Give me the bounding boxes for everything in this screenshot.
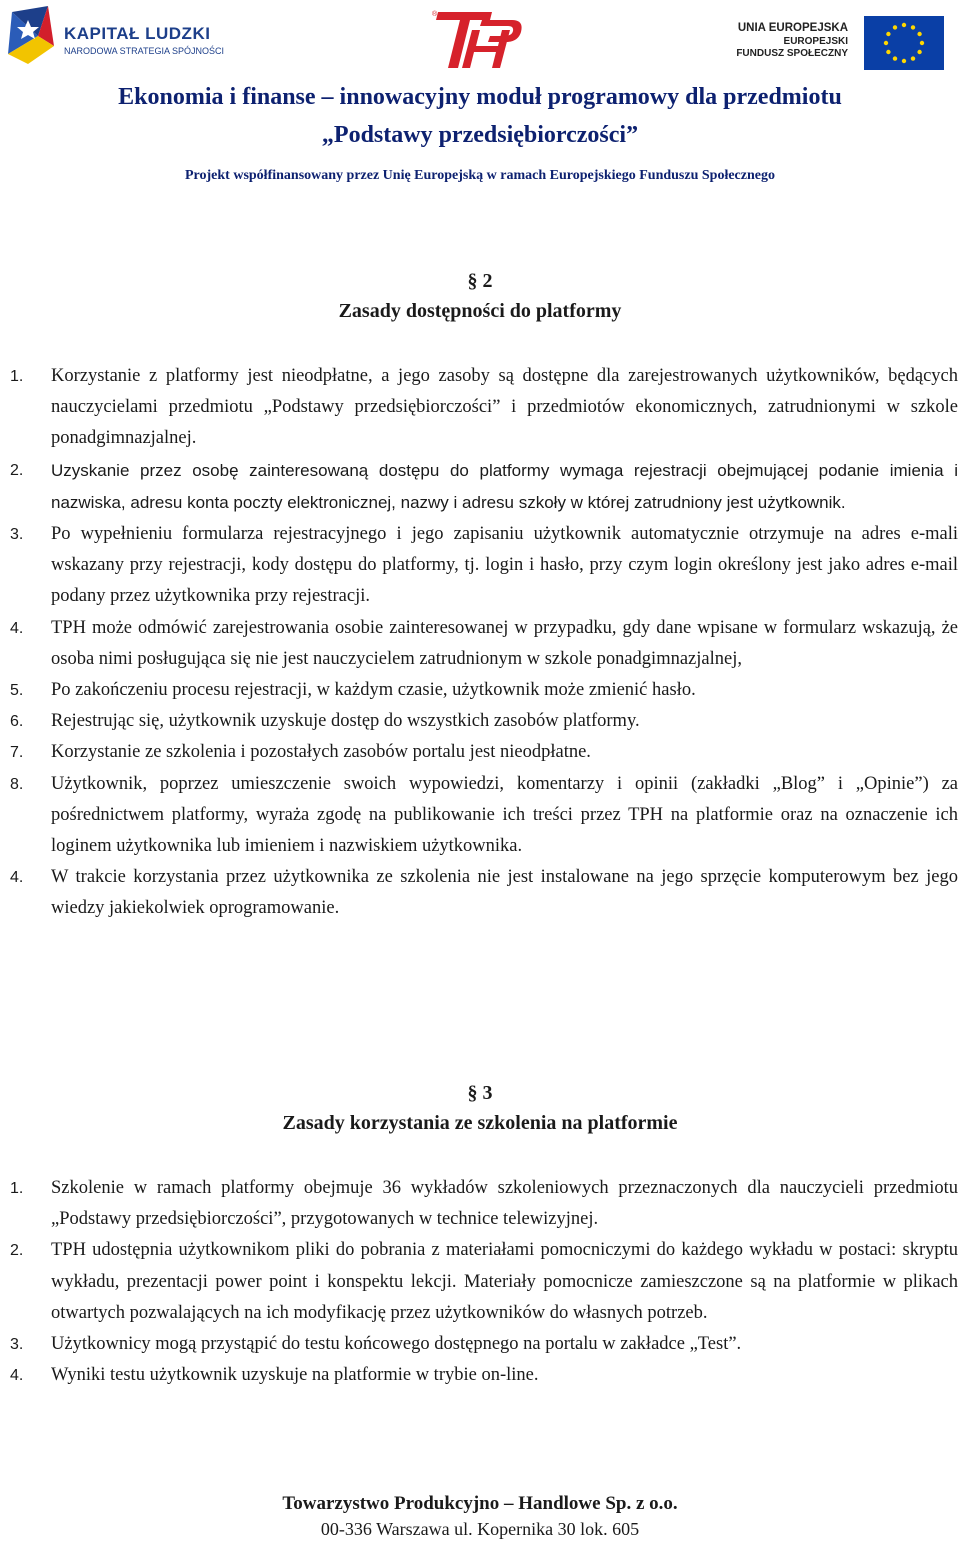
list-item <box>10 769 958 863</box>
list-item-number: 8. <box>10 775 24 793</box>
list-item-number: 1. <box>10 1180 24 1197</box>
list-item-text: Korzystanie ze szkolenia i pozostałych zasobów portalu jest nieodpłatne. <box>51 742 591 763</box>
kapital-ludzki-emblem-icon <box>8 6 56 66</box>
list-item-text: Użytkownicy mogą przystąpić do testu końcowego dostępnego na portalu w zakładce „Test”. <box>51 1334 742 1355</box>
list-item-text: Szkolenie w ramach platformy obejmuje 36 wykładów szkoleniowych przeznaczonych dla nauczycieli przedmiotu „Podstawy przedsiębiorczości”, przygotowanych w technice telewizyjnej. <box>51 1178 958 1230</box>
list-item-text: Po zakończeniu procesu rejestracji, w każdym czasie, użytkownik może zmienić hasło. <box>51 680 696 701</box>
list-item <box>10 455 958 519</box>
eu-logo <box>736 12 952 72</box>
list-item-number: 4. <box>10 869 24 887</box>
list-item-number: 2. <box>10 461 24 479</box>
section-2-list <box>10 361 958 925</box>
section-2-number: § 2 <box>467 270 493 292</box>
list-item-text: TPH może odmówić zarejestrowania osobie zainteresowanej w przypadku, gdy dane wpisane w formularz wskazują, że osoba nimi posługująca się nie jest nauczycielem zatrudnionym w szkole ponadgimnazjalnej, <box>51 617 958 669</box>
list-item-number: 4. <box>10 619 24 637</box>
list-item-number: 4. <box>10 1367 24 1385</box>
list-item-text: TPH udostępnia użytkownikom pliki do pobrania z materiałami pomocniczymi do każdego wykładu w postaci: skryptu wykładu, prezentacji power point i konspektu lekcji. Materiały pomocnicze zamieszczone są na platformie w plikach otwartych pozwalających na ich modyfikację przez użytkowników do własnych potrzeb. <box>51 1240 958 1323</box>
list-item <box>10 1235 958 1329</box>
kapital-ludzki-name: KAPITAŁ LUDZKI <box>64 24 211 43</box>
list-item-number: 6. <box>10 713 24 731</box>
list-item-number: 3. <box>10 1336 24 1354</box>
kapital-ludzki-subtitle: NARODOWA STRATEGIA SPÓJNOŚCI <box>64 46 225 56</box>
list-item-text: Wyniki testu użytkownik uzyskuje na platformie w trybie on-line. <box>51 1365 539 1386</box>
footer-company-name: Towarzystwo Produkcyjno – Handlowe Sp. z o.o. <box>282 1493 678 1514</box>
list-item <box>10 519 958 613</box>
eu-flag-icon <box>864 16 944 70</box>
section-2-title: Zasady dostępności do platformy <box>338 300 622 322</box>
list-item <box>10 706 958 737</box>
list-item-number: 7. <box>10 744 24 762</box>
logo-bar <box>0 0 960 80</box>
list-item-text: Korzystanie z platformy jest nieodpłatne, a jego zasoby są dostępne dla zarejestrowanych użytkowników, będących nauczycielami przedmiotu „Podstawy przedsiębiorczości” i przedmiotów ekonomicznych, zatrudnionymi w szkole ponadgimnazjalnej. <box>51 366 958 449</box>
eu-logo-line3: FUNDUSZ SPOŁECZNY <box>736 48 848 59</box>
header-funding-note: Projekt współfinansowany przez Unię Europejską w ramach Europejskiego Funduszu Społecznego <box>185 168 775 183</box>
list-item <box>10 1173 958 1235</box>
list-item-text: Uzyskanie przez osobę zainteresowaną dostępu do platformy wymaga rejestracji obejmującej podanie imienia i nazwiska, adresu konta poczty elektronicznej, nazwy i adresu szkoły w której zatrudniony jest użytkownik. <box>51 460 958 512</box>
tph-logo <box>428 6 528 72</box>
list-item <box>10 613 958 675</box>
list-item <box>10 1329 958 1360</box>
list-item-text: W trakcie korzystania przez użytkownika ze szkolenia nie jest instalowane na jego sprzęcie komputerowym bez jego wiedzy jakiekolwiek oprogramowanie. <box>51 867 958 919</box>
section-3-title: Zasady korzystania ze szkolenia na platformie <box>282 1112 678 1134</box>
header-title: Ekonomia i finanse – innowacyjny moduł programowy dla przedmiotu <box>118 84 842 110</box>
list-item <box>10 361 958 455</box>
list-item-number: 1. <box>10 368 24 385</box>
eu-logo-line2: EUROPEJSKI <box>783 36 848 47</box>
list-item-text: Użytkownik, poprzez umieszczenie swoich wypowiedzi, komentarzy i opinii (zakładki „Blog” i „Opinie”) za pośrednictwem platformy, wyraża zgodę na publikowanie ich treści przez TPH na platformie oraz na oznaczenie ich loginem użytkownika lub imieniem i nazwiskiem użytkownika. <box>51 773 958 857</box>
list-item-text: Po wypełnieniu formularza rejestracyjnego i jego zapisaniu użytkownik automatycznie otrzymuje na adres e-mali wskazany przy rejestracji, kody dostępu do platformy, tj. login i hasło, przy czym login określony jest jako adres e-mail podany przez użytkownika przy rejestracji. <box>51 524 958 607</box>
footer-address: 00-336 Warszawa ul. Kopernika 30 lok. 605 <box>320 1519 640 1539</box>
header-subtitle: „Podstawy przedsiębiorczości” <box>321 122 639 148</box>
list-item <box>10 737 958 768</box>
list-item <box>10 862 958 924</box>
section-3-list <box>10 1173 958 1391</box>
list-item <box>10 675 958 706</box>
list-item-number: 3. <box>10 526 24 544</box>
section-3-number: § 3 <box>467 1082 493 1104</box>
kapital-ludzki-logo <box>8 6 223 66</box>
list-item <box>10 1360 958 1391</box>
list-item-number: 5. <box>10 682 24 700</box>
svg-text:®: ® <box>432 11 438 18</box>
eu-logo-line1: UNIA EUROPEJSKA <box>737 22 848 34</box>
tph-logo-icon <box>428 6 528 72</box>
list-item-text: Rejestrując się, użytkownik uzyskuje dostęp do wszystkich zasobów platformy. <box>51 711 640 732</box>
list-item-number: 2. <box>10 1242 24 1260</box>
